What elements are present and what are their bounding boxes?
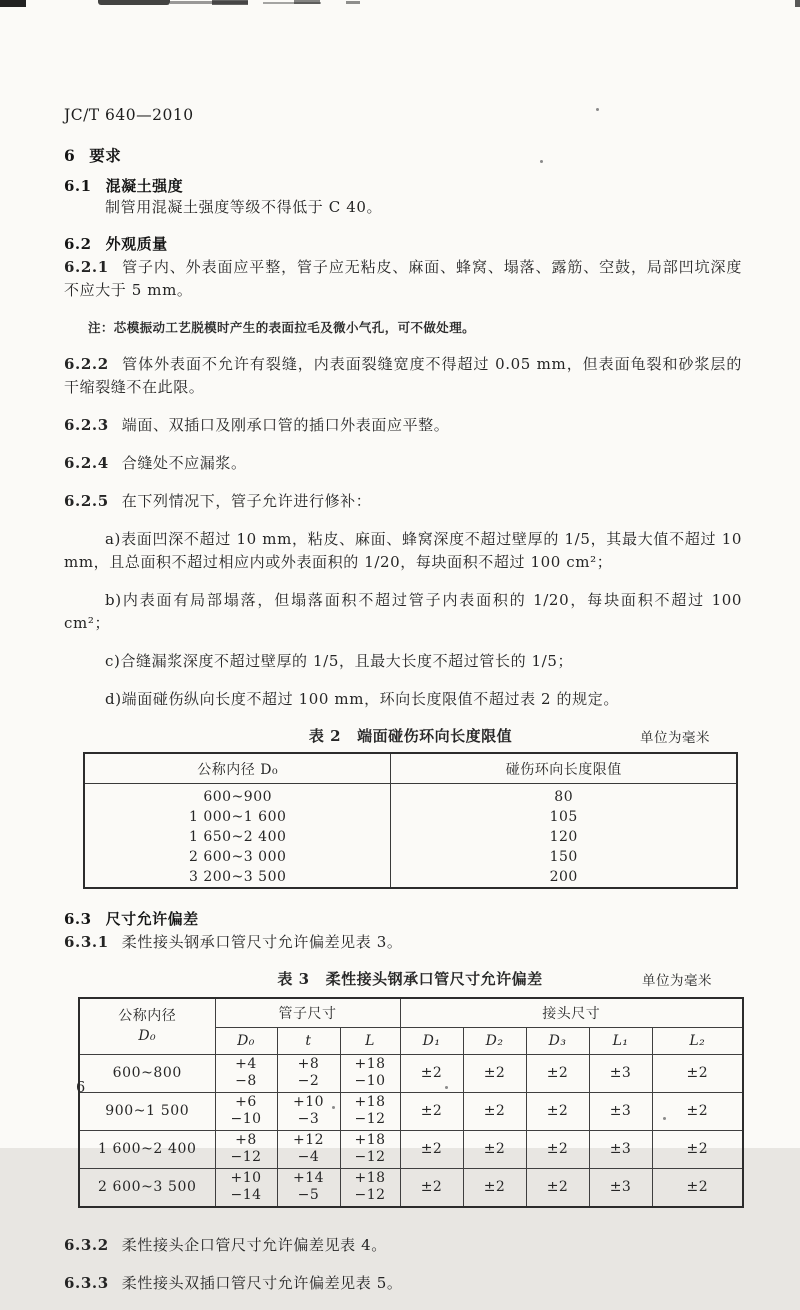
clause-6-2-4 xyxy=(64,452,742,475)
tolerance-plus: +18 xyxy=(354,1132,386,1148)
table2-col-limit: 碰伤环向长度限值 xyxy=(391,753,737,784)
tolerance-t xyxy=(277,1168,340,1207)
tolerance-minus: −3 xyxy=(297,1111,320,1127)
page-content xyxy=(64,0,742,1310)
clause-title: 外观质量 xyxy=(105,235,168,253)
table-row xyxy=(84,784,737,808)
table3-header-row-groups xyxy=(79,998,743,1027)
symbol-D3: D₃ xyxy=(526,1027,589,1054)
clause-text: 管子内、外表面应平整，管子应无粘皮、麻面、蜂窝、塌落、露筋、空鼓，局部凹坑深度不应大于 5 mm。 xyxy=(64,258,742,299)
tolerance-D2: ±2 xyxy=(463,1130,526,1168)
tolerance-L2: ±2 xyxy=(652,1054,743,1092)
tolerance-D1: ±2 xyxy=(400,1092,463,1130)
symbol-D0: D₀ xyxy=(215,1027,277,1054)
limit-value: 105 xyxy=(391,807,737,827)
repair-item-c: c)合缝漏浆深度不超过壁厚的 1/5，且最大长度不超过管长的 1/5； xyxy=(105,652,574,670)
standard-number: JC/T 640—2010 xyxy=(64,106,194,124)
tolerance-D0 xyxy=(215,1168,277,1207)
symbol-L2: L₂ xyxy=(652,1027,743,1054)
diameter-range: 900~1 500 xyxy=(79,1092,215,1130)
tolerance-L xyxy=(340,1130,400,1168)
clause-6-3-1 xyxy=(64,931,742,954)
table3-title: 柔性接头钢承口管尺寸允许偏差 xyxy=(325,970,543,988)
clause-6-2-heading xyxy=(64,234,742,254)
tolerance-plus: +14 xyxy=(292,1170,325,1186)
clause-number: 6.2.5 xyxy=(64,492,109,510)
tolerance-minus: −10 xyxy=(230,1111,262,1127)
clause-text: 柔性接头钢承口管尺寸允许偏差见表 3。 xyxy=(121,933,403,951)
symbol-D2: D₂ xyxy=(463,1027,526,1054)
tolerance-plus: +10 xyxy=(230,1170,262,1186)
clause-number: 6.2.2 xyxy=(64,355,109,373)
tolerance-D0 xyxy=(215,1054,277,1092)
clause-title: 混凝土强度 xyxy=(105,177,184,195)
tolerance-plus: +18 xyxy=(354,1056,386,1072)
tolerance-minus: −12 xyxy=(354,1111,386,1127)
tolerance-D2: ±2 xyxy=(463,1092,526,1130)
tolerance-L xyxy=(340,1092,400,1130)
table2-damage-limit xyxy=(83,752,738,889)
clause-6-2-2 xyxy=(64,353,742,399)
clause-6-1-heading xyxy=(64,176,742,196)
table-row xyxy=(79,1092,743,1130)
clause-6-2-1 xyxy=(64,256,742,302)
tolerance-plus: +10 xyxy=(292,1094,325,1110)
tolerance-L1: ±3 xyxy=(589,1168,652,1207)
symbol-t: t xyxy=(277,1027,340,1054)
table-row xyxy=(84,867,737,888)
tolerance-plus: +6 xyxy=(235,1094,257,1110)
diameter-range: 2 600~3 500 xyxy=(79,1168,215,1207)
tolerance-D0 xyxy=(215,1092,277,1130)
table-row xyxy=(79,1054,743,1092)
tolerance-D3: ±2 xyxy=(526,1054,589,1092)
tolerance-t xyxy=(277,1092,340,1130)
table2-caption xyxy=(83,726,738,746)
diameter-label: 公称内径 xyxy=(118,1008,177,1025)
clause-text: 合缝处不应漏浆。 xyxy=(121,454,247,472)
table3-group-pipe: 管子尺寸 xyxy=(215,998,400,1027)
tolerance-L xyxy=(340,1054,400,1092)
table-row xyxy=(84,847,737,867)
clause-number: 6.2.4 xyxy=(64,454,109,472)
tolerance-L1: ±3 xyxy=(589,1054,652,1092)
table2-header-row xyxy=(84,753,737,784)
tolerance-t xyxy=(277,1054,340,1092)
diameter-range: 2 600~3 000 xyxy=(189,849,287,865)
tolerance-minus: −12 xyxy=(230,1149,262,1165)
table3-col-diameter xyxy=(79,998,215,1054)
clause-6-2-3 xyxy=(64,414,742,437)
diameter-range: 600~900 xyxy=(203,789,273,805)
clause-note: 注：芯模振动工艺脱模时产生的表面拉毛及微小气孔，可不做处理。 xyxy=(88,320,476,335)
tolerance-D3: ±2 xyxy=(526,1130,589,1168)
tolerance-D2: ±2 xyxy=(463,1168,526,1207)
tolerance-L1: ±3 xyxy=(589,1092,652,1130)
clause-6-1-body: 制管用混凝土强度等级不得低于 C 40。 xyxy=(105,198,383,216)
clause-number: 6.2 xyxy=(64,235,92,253)
repair-item-a: a)表面凹深不超过 10 mm，粘皮、麻面、蜂窝深度不超过壁厚的 1/5，其最大值不超过 10 mm，且总面积不超过相应内或外表面积的 1/20，每块面积不超过 100 cm²； xyxy=(64,530,742,571)
clause-number: 6.3 xyxy=(64,910,92,928)
clause-6-3-heading xyxy=(64,909,742,929)
symbol-L1: L₁ xyxy=(589,1027,652,1054)
clause-text: 管体外表面不允许有裂缝，内表面裂缝宽度不得超过 0.05 mm，但表面龟裂和砂浆层的干缩裂缝不在此限。 xyxy=(64,355,742,396)
symbol-L: L xyxy=(340,1027,400,1054)
clause-text: 端面、双插口及刚承口管的插口外表面应平整。 xyxy=(121,416,450,434)
tolerance-D1: ±2 xyxy=(400,1054,463,1092)
tolerance-minus: −10 xyxy=(354,1073,386,1089)
clause-text: 柔性接头双插口管尺寸允许偏差见表 5。 xyxy=(121,1273,403,1292)
tolerance-minus: −14 xyxy=(230,1187,262,1203)
tolerance-L1: ±3 xyxy=(589,1130,652,1168)
limit-value: 120 xyxy=(391,827,737,847)
tolerance-minus: −12 xyxy=(354,1149,386,1165)
tolerance-L2: ±2 xyxy=(652,1168,743,1207)
clause-6-3-3 xyxy=(64,1272,742,1295)
clause-number: 6.3.1 xyxy=(64,933,109,951)
table3-label: 表 3 xyxy=(277,970,310,988)
clause-number: 6.3.2 xyxy=(64,1235,109,1254)
symbol-D1: D₁ xyxy=(400,1027,463,1054)
table2-unit-note: 单位为毫米 xyxy=(640,730,710,746)
table3-caption xyxy=(78,969,742,989)
scan-artifact xyxy=(0,0,26,7)
tolerance-L xyxy=(340,1168,400,1207)
repair-item-b: b)内表面有局部塌落，但塌落面积不超过管子内表面积的 1/20，每块面积不超过 100 cm²； xyxy=(64,591,742,632)
tolerance-plus: +8 xyxy=(235,1132,257,1148)
tolerance-minus: −4 xyxy=(297,1149,320,1165)
table3-tolerance xyxy=(78,997,744,1208)
tolerance-L2: ±2 xyxy=(652,1092,743,1130)
tolerance-plus: +4 xyxy=(235,1056,257,1072)
tolerance-D3: ±2 xyxy=(526,1168,589,1207)
tolerance-minus: −5 xyxy=(297,1187,320,1203)
diameter-symbol: D₀ xyxy=(138,1028,157,1045)
scan-artifact xyxy=(795,0,800,7)
diameter-range: 1 600~2 400 xyxy=(79,1130,215,1168)
tolerance-minus: −12 xyxy=(354,1187,386,1203)
clause-number: 6.3.3 xyxy=(64,1273,109,1292)
table2-title: 端面碰伤环向长度限值 xyxy=(357,727,513,745)
clause-6-heading xyxy=(64,146,742,166)
diameter-range: 1 000~1 600 xyxy=(189,809,287,825)
tolerance-L2: ±2 xyxy=(652,1130,743,1168)
limit-value: 80 xyxy=(391,784,737,808)
tolerance-plus: +12 xyxy=(292,1132,325,1148)
table3-unit-note: 单位为毫米 xyxy=(642,973,712,989)
tolerance-plus: +18 xyxy=(354,1094,386,1110)
tolerance-minus: −2 xyxy=(297,1073,320,1089)
table-row xyxy=(79,1168,743,1207)
table-row xyxy=(84,827,737,847)
table3-group-joint: 接头尺寸 xyxy=(400,998,743,1027)
table-row xyxy=(79,1130,743,1168)
diameter-range: 600~800 xyxy=(79,1054,215,1092)
diameter-range: 1 650~2 400 xyxy=(189,829,287,845)
page-number: 6 xyxy=(76,1080,86,1096)
clause-title: 尺寸允许偏差 xyxy=(105,910,199,928)
diameter-range: 3 200~3 500 xyxy=(189,869,287,885)
clause-number: 6.1 xyxy=(64,177,92,195)
limit-value: 150 xyxy=(391,847,737,867)
tolerance-D1: ±2 xyxy=(400,1130,463,1168)
clause-number: 6 xyxy=(64,146,76,165)
limit-value: 200 xyxy=(391,867,737,888)
tolerance-plus: +18 xyxy=(354,1170,386,1186)
tolerance-plus: +8 xyxy=(297,1056,320,1072)
tolerance-D3: ±2 xyxy=(526,1092,589,1130)
clause-text: 在下列情况下，管子允许进行修补： xyxy=(121,492,372,510)
clause-text: 柔性接头企口管尺寸允许偏差见表 4。 xyxy=(121,1235,387,1254)
clause-title: 要求 xyxy=(89,146,122,165)
repair-item-d: d)端面碰伤纵向长度不超过 100 mm，环向长度限值不超过表 2 的规定。 xyxy=(105,690,619,708)
clause-number: 6.2.1 xyxy=(64,258,109,276)
tolerance-D2: ±2 xyxy=(463,1054,526,1092)
clause-6-2-5 xyxy=(64,490,742,513)
table2-col-diameter: 公称内径 D₀ xyxy=(84,753,391,784)
tolerance-D0 xyxy=(215,1130,277,1168)
clause-6-3-2 xyxy=(64,1234,742,1257)
tolerance-t xyxy=(277,1130,340,1168)
tolerance-D1: ±2 xyxy=(400,1168,463,1207)
table-row xyxy=(84,807,737,827)
table2-label: 表 2 xyxy=(308,727,342,745)
tolerance-minus: −8 xyxy=(235,1073,257,1089)
clause-number: 6.2.3 xyxy=(64,416,109,434)
